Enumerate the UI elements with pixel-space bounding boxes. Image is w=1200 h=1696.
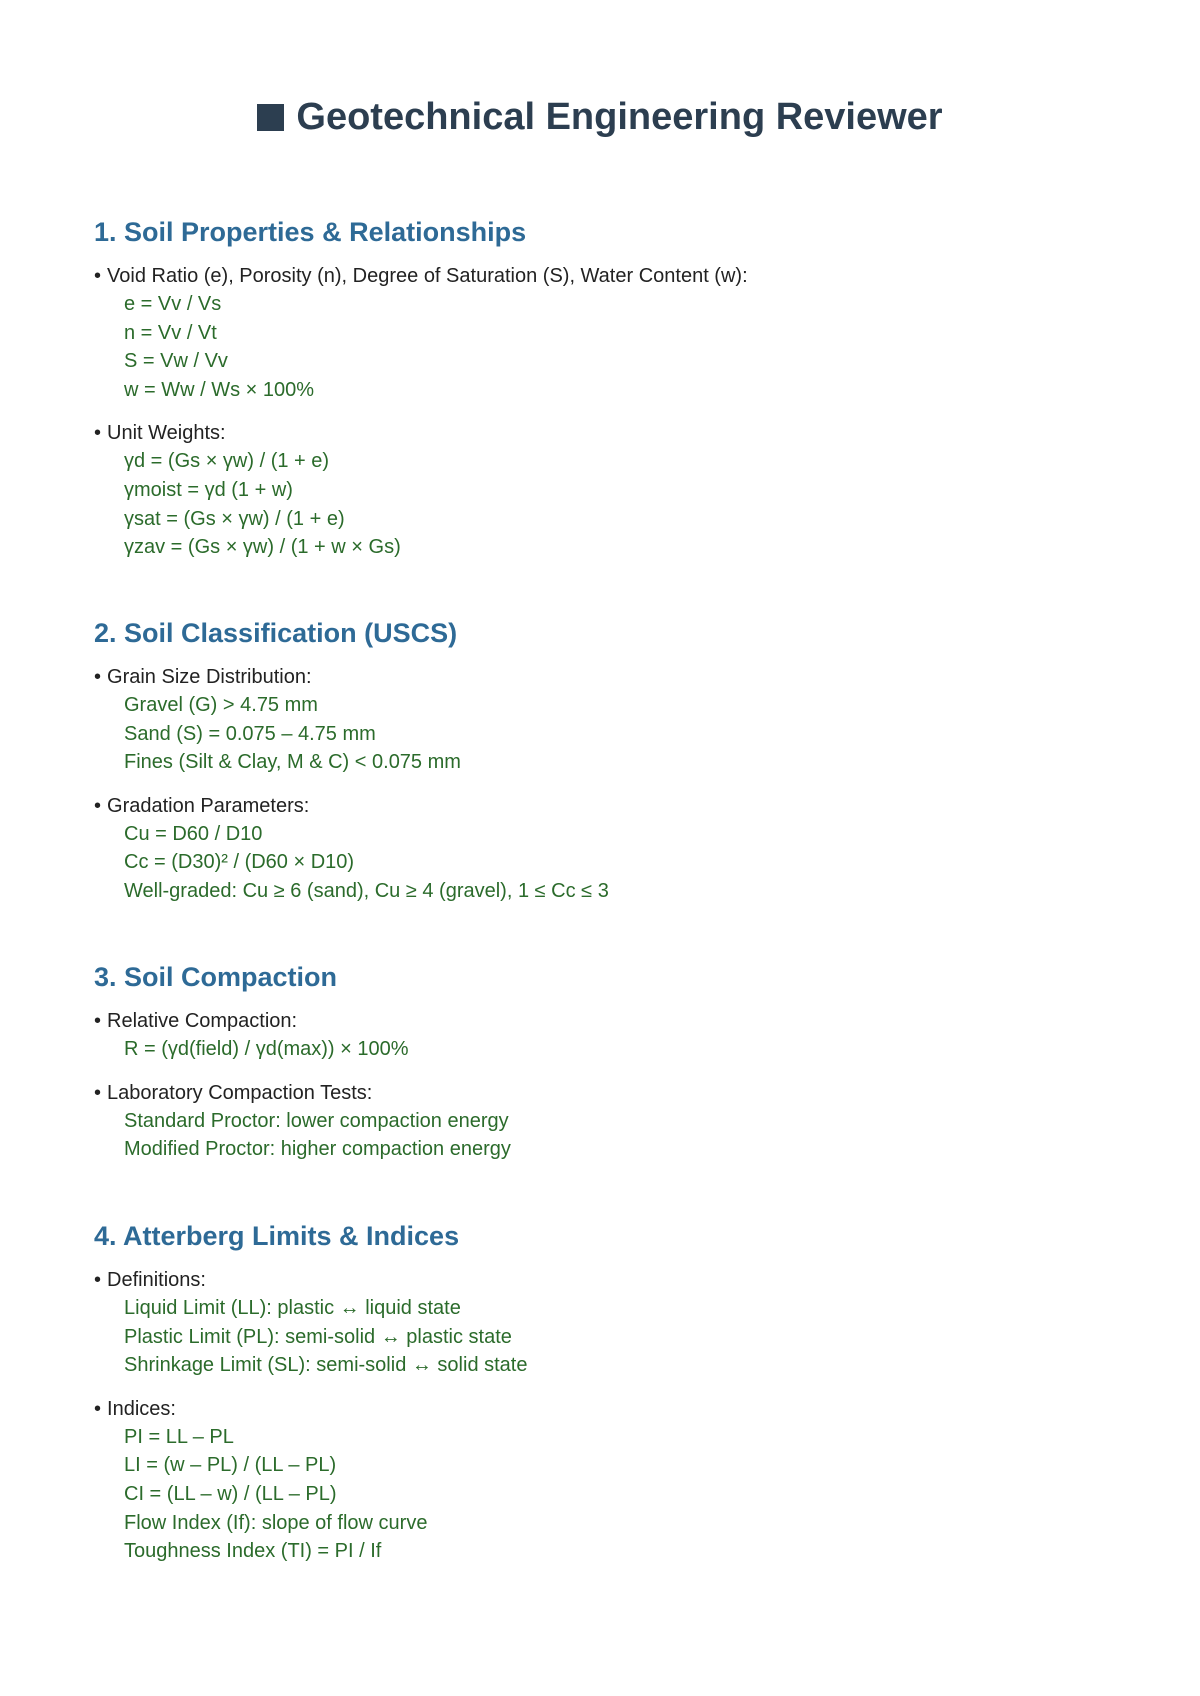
formula-line: e = Vv / Vs [124, 293, 222, 315]
formula-line: Liquid Limit (LL): plastic ↔ liquid state [124, 1297, 461, 1319]
formula-line: PI = LL – PL [124, 1425, 234, 1448]
formula-line: Modified Proctor: higher compaction energy [124, 1138, 511, 1161]
formula-line: Cu = D60 / D10 [124, 822, 263, 845]
section-heading: 3. Soil Compaction [94, 962, 338, 992]
formula-line: γzav = (Gs × γw) / (1 + w × Gs) [124, 536, 401, 559]
page-title [0, 92, 1200, 142]
bullet-label: • Unit Weights: [94, 419, 1134, 447]
formula-line: Toughness Index (TI) = PI / If [124, 1540, 382, 1563]
formula-line: Sand (S) = 0.075 – 4.75 mm [124, 722, 376, 745]
bullet-label: • Laboratory Compaction Tests: [94, 1079, 1134, 1107]
section-atterberg-limits [94, 1219, 1134, 1566]
formula-line: w = Ww / Ws × 100% [124, 378, 315, 401]
bullet-group [94, 792, 1134, 906]
bullet-group [94, 262, 1134, 404]
bullet-label: • Gradation Parameters: [94, 792, 1134, 820]
bullet-group [94, 419, 1134, 561]
formula-line: Fines (Silt & Clay, M & C) < 0.075 mm [124, 751, 461, 774]
formula-line: Shrinkage Limit (SL): semi-solid ↔ solid state [124, 1354, 528, 1377]
formula-line: LI = (w – PL) / (LL – PL) [124, 1454, 337, 1477]
bullet-label: • Relative Compaction: [94, 1007, 1134, 1035]
bullet-label: • Grain Size Distribution: [94, 663, 1134, 691]
formula-line: Standard Proctor: lower compaction energy [124, 1109, 509, 1132]
section-soil-classification [94, 616, 1134, 906]
section-heading: 2. Soil Classification (USCS) [94, 618, 458, 648]
bullet-group [94, 1395, 1134, 1566]
bullet-group [94, 1007, 1134, 1064]
section-soil-properties [94, 215, 1134, 562]
bullet-group [94, 1079, 1134, 1164]
bullet-label: • Void Ratio (e), Porosity (n), Degree of Saturation (S), Water Content (w): [94, 262, 1134, 290]
formula-line: Well-graded: Cu ≥ 6 (sand), Cu ≥ 4 (gravel), 1 ≤ Cc ≤ 3 [124, 879, 609, 902]
formula-line: γsat = (Gs × γw) / (1 + e) [124, 507, 345, 530]
formula-line: γd = (Gs × γw) / (1 + e) [124, 450, 330, 473]
section-heading: 4. Atterberg Limits & Indices [94, 1221, 460, 1251]
formula-line: R = (γd(field) / γd(max)) × 100% [124, 1038, 409, 1060]
formula-line: S = Vw / Vv [124, 350, 228, 373]
formula-line: Flow Index (If): slope of flow curve [124, 1511, 428, 1534]
formula-line: γmoist = γd (1 + w) [124, 478, 293, 501]
bullet-group [94, 663, 1134, 777]
formula-line: CI = (LL – w) / (LL – PL) [124, 1482, 337, 1505]
page-title-text: Geotechnical Engineering Reviewer [296, 96, 943, 138]
formula-line: n = Vv / Vt [124, 321, 217, 344]
bullet-group [94, 1266, 1134, 1380]
bullet-label: • Indices: [94, 1395, 1134, 1423]
section-heading: 1. Soil Properties & Relationships [94, 217, 527, 247]
section-soil-compaction [94, 960, 1134, 1164]
square-icon [257, 104, 284, 131]
formula-line: Gravel (G) > 4.75 mm [124, 694, 318, 716]
formula-line: Plastic Limit (PL): semi-solid ↔ plastic state [124, 1325, 512, 1348]
bullet-label: • Definitions: [94, 1266, 1134, 1294]
formula-line: Cc = (D30)² / (D60 × D10) [124, 851, 355, 874]
